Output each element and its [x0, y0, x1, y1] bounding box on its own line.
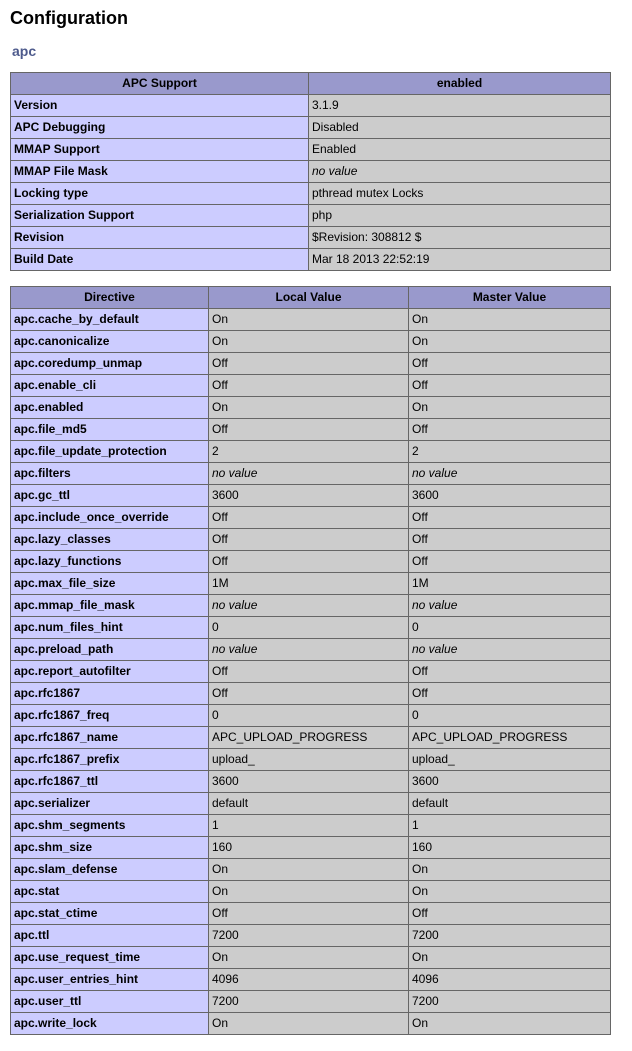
directive-name: apc.rfc1867_freq [11, 705, 209, 727]
directive-row [11, 309, 611, 331]
master-value: Off [409, 551, 611, 573]
directive-name: apc.serializer [11, 793, 209, 815]
local-value-header: Local Value [209, 287, 409, 309]
directive-row [11, 705, 611, 727]
directive-row [11, 419, 611, 441]
local-value: no value [209, 639, 409, 661]
local-value: 0 [209, 617, 409, 639]
directive-table [10, 286, 611, 1035]
directive-row [11, 529, 611, 551]
master-value: Off [409, 375, 611, 397]
directive-name: apc.shm_segments [11, 815, 209, 837]
local-value: 3600 [209, 771, 409, 793]
directive-name: apc.gc_ttl [11, 485, 209, 507]
directive-name: apc.enabled [11, 397, 209, 419]
info-label: MMAP Support [11, 139, 309, 161]
master-value: no value [409, 595, 611, 617]
directive-row [11, 639, 611, 661]
apc-info-table [10, 72, 611, 271]
directive-row [11, 441, 611, 463]
directive-table-header [11, 287, 611, 309]
local-value: 3600 [209, 485, 409, 507]
local-value: Off [209, 507, 409, 529]
local-value: On [209, 397, 409, 419]
directive-row [11, 331, 611, 353]
directive-name: apc.num_files_hint [11, 617, 209, 639]
directive-row [11, 991, 611, 1013]
local-value: 4096 [209, 969, 409, 991]
directive-row [11, 837, 611, 859]
directive-name: apc.file_update_protection [11, 441, 209, 463]
master-value: On [409, 309, 611, 331]
info-value: no value [309, 161, 611, 183]
info-value: pthread mutex Locks [309, 183, 611, 205]
directive-row [11, 463, 611, 485]
directive-row [11, 947, 611, 969]
info-row [11, 205, 611, 227]
info-label: APC Debugging [11, 117, 309, 139]
local-value: Off [209, 683, 409, 705]
directive-name: apc.stat_ctime [11, 903, 209, 925]
master-value: upload_ [409, 749, 611, 771]
directive-name: apc.mmap_file_mask [11, 595, 209, 617]
directive-name: apc.shm_size [11, 837, 209, 859]
master-value: 4096 [409, 969, 611, 991]
local-value: 160 [209, 837, 409, 859]
info-label: Build Date [11, 249, 309, 271]
master-value: Off [409, 903, 611, 925]
directive-header: Directive [11, 287, 209, 309]
local-value: Off [209, 903, 409, 925]
master-value: On [409, 859, 611, 881]
info-value: Enabled [309, 139, 611, 161]
master-value: 2 [409, 441, 611, 463]
directive-row [11, 397, 611, 419]
info-row [11, 249, 611, 271]
info-value: 3.1.9 [309, 95, 611, 117]
master-value: Off [409, 507, 611, 529]
local-value: APC_UPLOAD_PROGRESS [209, 727, 409, 749]
directive-row [11, 771, 611, 793]
local-value: On [209, 859, 409, 881]
master-value: Off [409, 353, 611, 375]
directive-name: apc.coredump_unmap [11, 353, 209, 375]
master-value: 3600 [409, 771, 611, 793]
directive-row [11, 375, 611, 397]
master-value: On [409, 331, 611, 353]
directive-row [11, 617, 611, 639]
directive-name: apc.report_autofilter [11, 661, 209, 683]
master-value: On [409, 1013, 611, 1035]
directive-name: apc.use_request_time [11, 947, 209, 969]
local-value: 1 [209, 815, 409, 837]
directive-row [11, 551, 611, 573]
local-value: upload_ [209, 749, 409, 771]
info-label: Locking type [11, 183, 309, 205]
directive-row [11, 507, 611, 529]
master-value: APC_UPLOAD_PROGRESS [409, 727, 611, 749]
local-value: 7200 [209, 925, 409, 947]
master-value: 3600 [409, 485, 611, 507]
info-header-label: APC Support [11, 73, 309, 95]
info-value: Disabled [309, 117, 611, 139]
directive-name: apc.cache_by_default [11, 309, 209, 331]
directive-name: apc.enable_cli [11, 375, 209, 397]
directive-name: apc.lazy_classes [11, 529, 209, 551]
directive-row [11, 815, 611, 837]
local-value: On [209, 331, 409, 353]
directive-name: apc.rfc1867_prefix [11, 749, 209, 771]
directive-name: apc.max_file_size [11, 573, 209, 595]
info-value: php [309, 205, 611, 227]
master-value: Off [409, 661, 611, 683]
info-label: Serialization Support [11, 205, 309, 227]
local-value: Off [209, 419, 409, 441]
info-label: Version [11, 95, 309, 117]
info-row [11, 117, 611, 139]
local-value: no value [209, 463, 409, 485]
directive-row [11, 573, 611, 595]
directive-row [11, 485, 611, 507]
directive-name: apc.rfc1867 [11, 683, 209, 705]
local-value: no value [209, 595, 409, 617]
master-value: Off [409, 683, 611, 705]
local-value: 1M [209, 573, 409, 595]
master-value-header: Master Value [409, 287, 611, 309]
info-table-header [11, 73, 611, 95]
directive-row [11, 903, 611, 925]
info-row [11, 161, 611, 183]
directive-name: apc.file_md5 [11, 419, 209, 441]
local-value: Off [209, 529, 409, 551]
info-row [11, 227, 611, 249]
master-value: On [409, 881, 611, 903]
master-value: no value [409, 639, 611, 661]
page-title: Configuration [10, 8, 128, 28]
master-value: Off [409, 529, 611, 551]
local-value: default [209, 793, 409, 815]
directive-row [11, 859, 611, 881]
master-value: On [409, 397, 611, 419]
local-value: On [209, 881, 409, 903]
local-value: 0 [209, 705, 409, 727]
master-value: 1M [409, 573, 611, 595]
master-value: no value [409, 463, 611, 485]
local-value: Off [209, 551, 409, 573]
master-value: 0 [409, 705, 611, 727]
directive-name: apc.filters [11, 463, 209, 485]
info-row [11, 183, 611, 205]
info-label: Revision [11, 227, 309, 249]
info-row [11, 95, 611, 117]
local-value: Off [209, 375, 409, 397]
directive-row [11, 727, 611, 749]
directive-row [11, 969, 611, 991]
master-value: 7200 [409, 925, 611, 947]
local-value: 7200 [209, 991, 409, 1013]
directive-row [11, 881, 611, 903]
directive-name: apc.user_entries_hint [11, 969, 209, 991]
master-value: 1 [409, 815, 611, 837]
directive-row [11, 1013, 611, 1035]
directive-row [11, 793, 611, 815]
section-title: apc [12, 43, 37, 59]
directive-name: apc.canonicalize [11, 331, 209, 353]
info-header-value: enabled [309, 73, 611, 95]
master-value: 0 [409, 617, 611, 639]
directive-name: apc.rfc1867_ttl [11, 771, 209, 793]
directive-row [11, 683, 611, 705]
master-value: Off [409, 419, 611, 441]
local-value: Off [209, 661, 409, 683]
directive-row [11, 595, 611, 617]
directive-row [11, 353, 611, 375]
directive-name: apc.lazy_functions [11, 551, 209, 573]
directive-row [11, 925, 611, 947]
local-value: 2 [209, 441, 409, 463]
local-value: Off [209, 353, 409, 375]
info-label: MMAP File Mask [11, 161, 309, 183]
master-value: default [409, 793, 611, 815]
info-value: $Revision: 308812 $ [309, 227, 611, 249]
master-value: 7200 [409, 991, 611, 1013]
directive-name: apc.slam_defense [11, 859, 209, 881]
directive-name: apc.ttl [11, 925, 209, 947]
info-row [11, 139, 611, 161]
directive-row [11, 661, 611, 683]
directive-row [11, 749, 611, 771]
master-value: 160 [409, 837, 611, 859]
local-value: On [209, 1013, 409, 1035]
directive-name: apc.write_lock [11, 1013, 209, 1035]
local-value: On [209, 309, 409, 331]
directive-name: apc.user_ttl [11, 991, 209, 1013]
info-value: Mar 18 2013 22:52:19 [309, 249, 611, 271]
directive-name: apc.include_once_override [11, 507, 209, 529]
directive-name: apc.stat [11, 881, 209, 903]
master-value: On [409, 947, 611, 969]
directive-name: apc.preload_path [11, 639, 209, 661]
local-value: On [209, 947, 409, 969]
directive-name: apc.rfc1867_name [11, 727, 209, 749]
